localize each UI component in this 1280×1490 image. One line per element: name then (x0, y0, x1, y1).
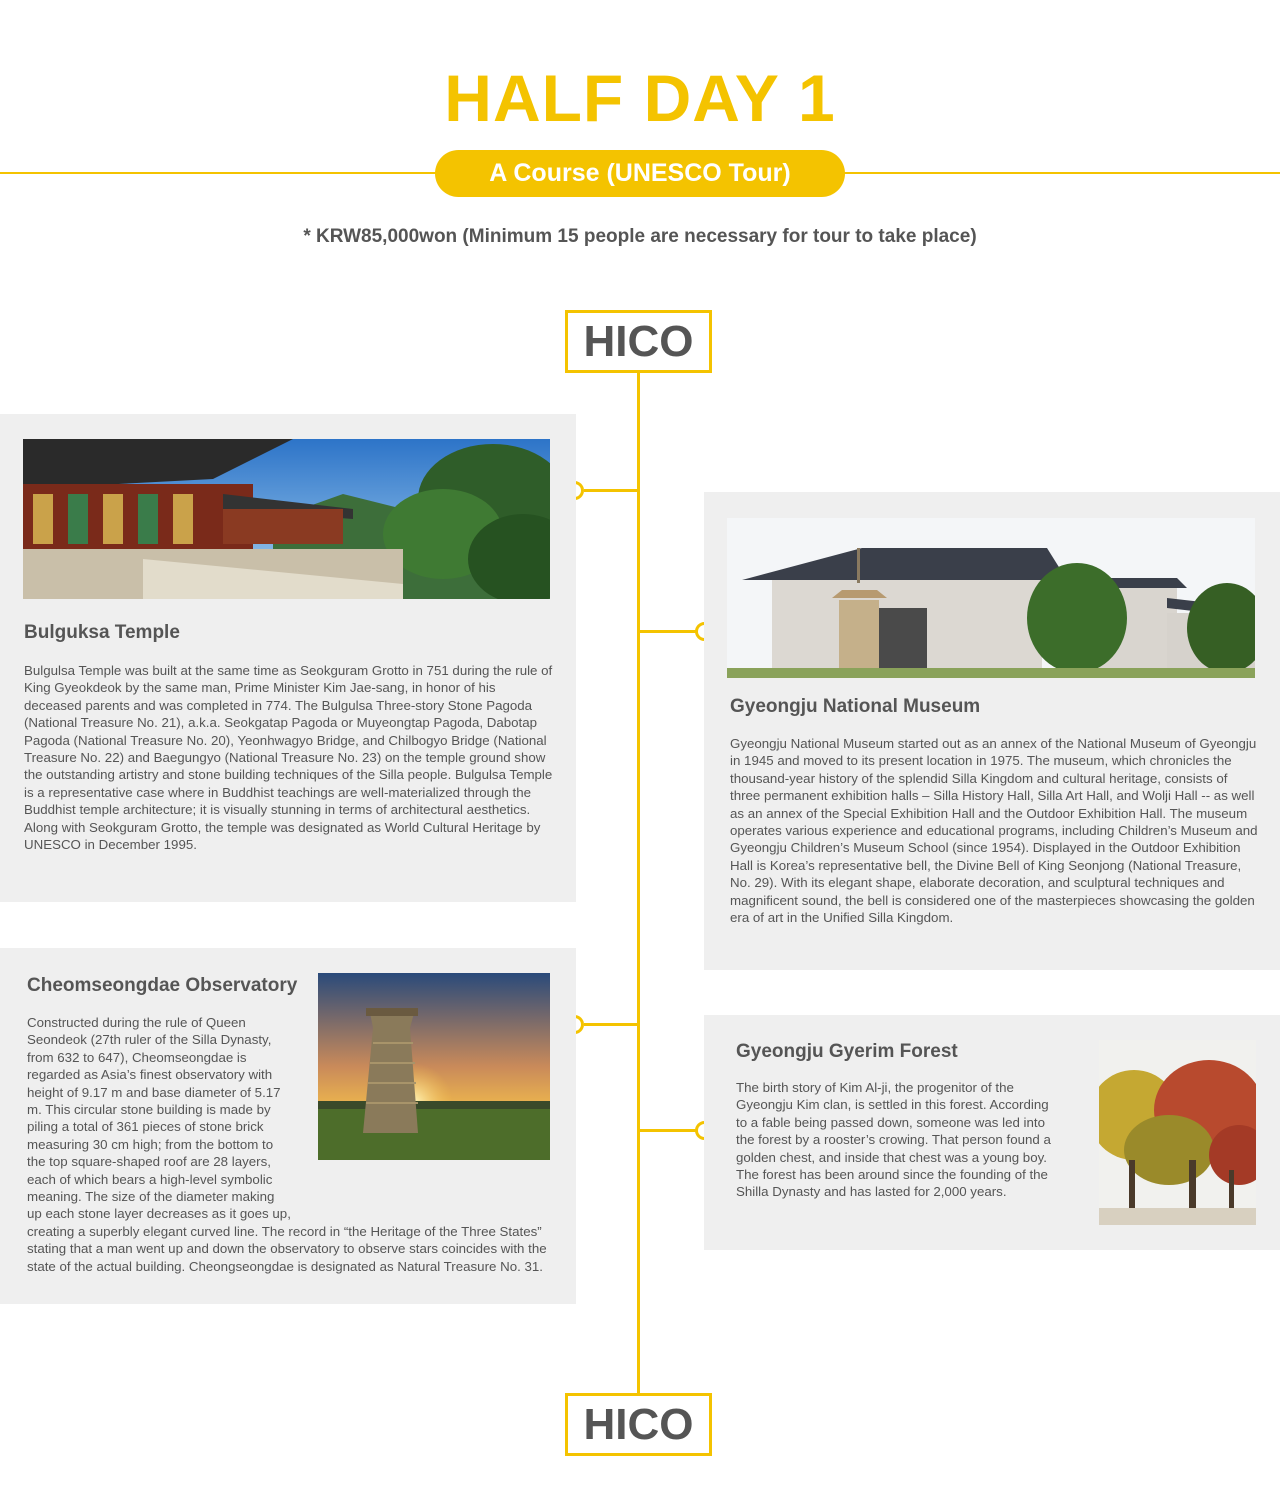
bulguksa-temple-photo (23, 439, 550, 599)
course-badge: A Course (UNESCO Tour) (435, 150, 845, 197)
gyerim-forest-photo (1099, 1040, 1256, 1225)
connector-gyerim (638, 1129, 698, 1132)
stop-description-wrap (27, 1014, 554, 1275)
stop-description: Gyeongju National Museum started out as an annex of the National Museum of Gyeongju in 1945 and moved to its present location in 1975. The museum, which chronicles the thousand-year history of the splendid Silla Kingdom and cultural heritage, consists of three permanent exhibition halls – Silla History Hall, Silla Art Hall, and Wolji Hall -- as well as an annex of the Special Exhibition Hall and the Outdoor Exhibition Hall. The museum operates various experience and educational programs, including Children’s Museum and Gyeongju Children’s Museum School (since 1954). Displayed in the Outdoor Exhibition Hall is Korea’s representative bell, the Divine Bell of King Seonjong (National Treasure, No. 29). With its elegant shape, elaborate decoration, and sculptural techniques and magnificent sound, the bell is considered one of the masterpieces showcasing the golden era of art in the Unified Silla Kingdom. (730, 736, 1258, 926)
page-title: HALF DAY 1 (444, 61, 836, 135)
stop-description: The birth story of Kim Al-ji, the progenitor of the Gyeongju Kim clan, is settled in this forest. According to a fable being passed down, someone was led into the forest by a rooster’s crowing. That person found a golden chest, and inside that chest was a young boy. The forest has been around since the founding of the Shilla Dynasty and has lasted for 2,000 years. (736, 1080, 1051, 1200)
museum-photo (727, 518, 1255, 678)
stop-card-bulguksa (0, 414, 576, 902)
stop-title: Cheomseongdae Observatory (27, 975, 298, 996)
stop-title: Gyeongju National Museum (730, 696, 981, 717)
connector-museum (638, 630, 698, 633)
stop-card-gyerim (704, 1015, 1280, 1250)
stop-description: Bulgulsa Temple was built at the same time as Seokguram Grotto in 751 during the rule of King Gyeokdeok by the same man, Prime Minister Kim Jae-sang, in honor of his deceased parents and was completed in 774. The Bulgulsa Three-story Stone Pagoda (National Treasure No. 21), a.k.a. Seokgatap Pagoda or Muyeongtap Pagoda, Dabotap Pagoda (National Treasure No. 20), Yeonhwagyo Bridge, and Chilbogyo Bridge (National Treasure No. 22) and Baegungyo (National Treasure No. 23) on the temple ground show the outstanding artistry and stone building techniques of the Silla people. Bulgulsa Temple is a representative case where in Buddhist teachings are well-materialized through the Buddhist temple architecture; it is visually stunning in terms of architectural aesthetics. Along with Seokguram Grotto, the temple was designated as World Cultural Heritage by UNESCO in December 1995. (24, 663, 553, 853)
stop-title: Bulguksa Temple (24, 622, 180, 643)
timeline-end-label: HICO (565, 1393, 712, 1456)
timeline-line (637, 373, 640, 1393)
photo-spacer (292, 1014, 554, 1212)
price-note: * KRW85,000won (Minimum 15 people are necessary for tour to take place) (303, 226, 977, 247)
stop-description: Constructed during the rule of Queen Seondeok (27th ruler of the Silla Dynasty, from 632 to 647), Cheomseongdae is regarded as Asia’s finest observatory with height of 9.17 m and base diameter of 5.17 m. This circular stone building is made by piling a total of 361 pieces of stone brick measuring 30 cm high; from the bottom to the top square-shaped roof are 28 layers, each of which bears a high-level symbolic meaning. The size of the diameter making up each stone layer decreases as it goes up, creating a superbly elegant curved line. The record in “the Heritage of the Three States” stating that a man went up and down the observatory to observe stars coincides with the state of the actual building. Cheongseongdae is designated as Natural Treasure No. 31. (27, 1015, 547, 1274)
connector-bulguksa (584, 489, 638, 492)
timeline-start-label: HICO (565, 310, 712, 373)
stop-card-cheomseongdae (0, 948, 576, 1304)
stop-card-museum (704, 492, 1280, 970)
stop-title: Gyeongju Gyerim Forest (736, 1041, 958, 1062)
connector-cheomseongdae (584, 1023, 638, 1026)
